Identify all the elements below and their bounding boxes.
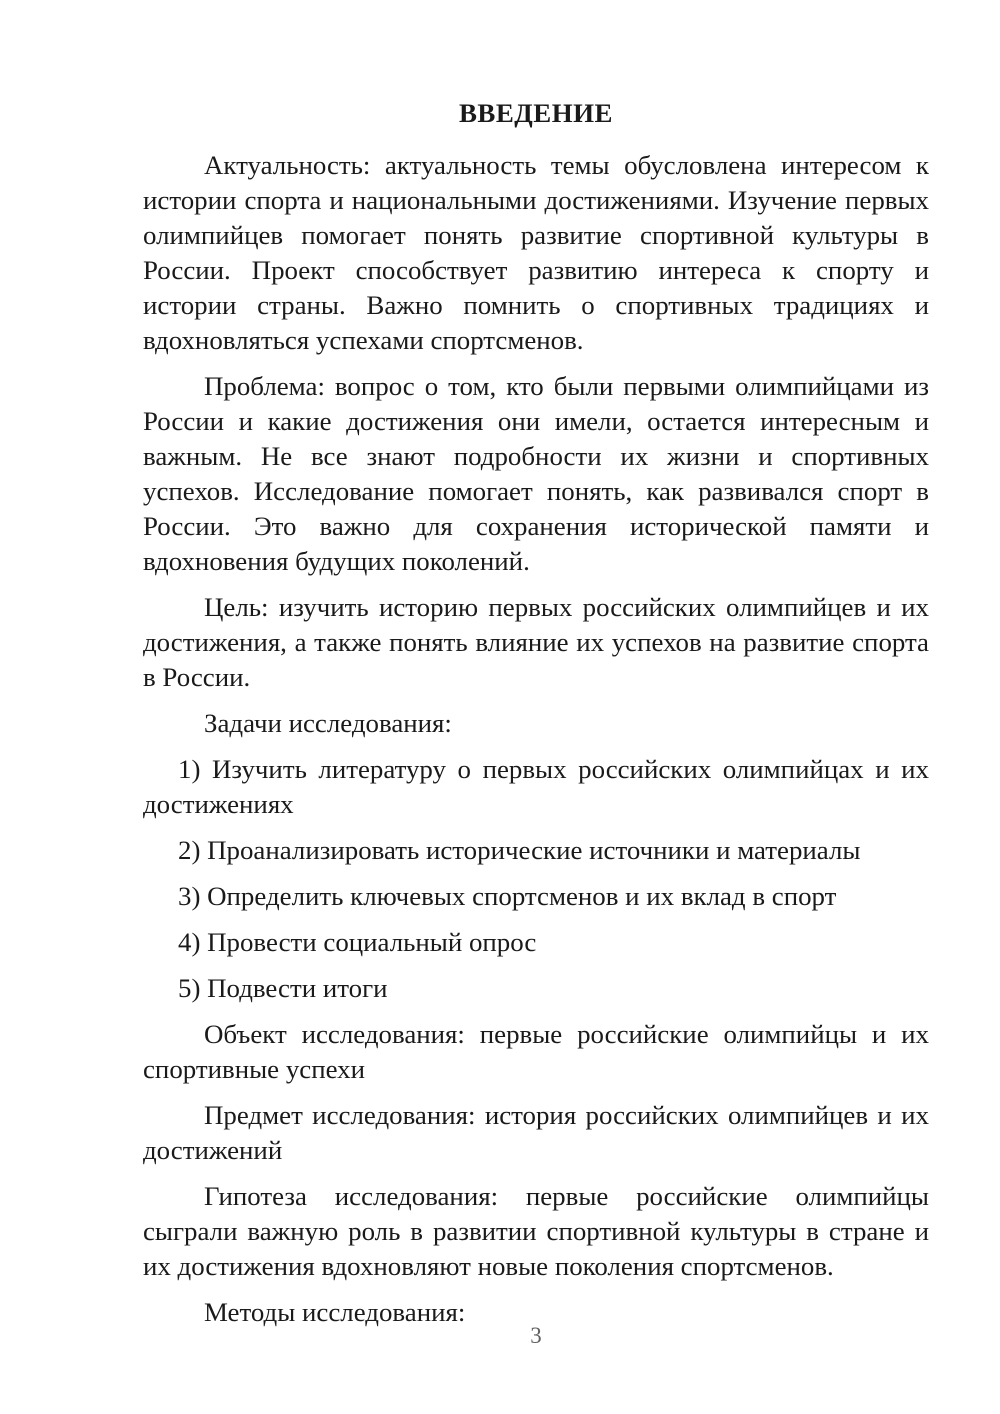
- section-title: ВВЕДЕНИЕ: [458, 98, 613, 128]
- tasks-heading: Задачи исследования:: [204, 708, 452, 738]
- hypothesis-paragraph: Гипотеза исследования: первые российские олимпийцы сыграли важную роль в развитии спортивной культуры в стране и их достижения вдохновляют новые поколения спортсменов.: [143, 1181, 929, 1281]
- paragraph-problem: Проблема: вопрос о том, кто были первыми олимпийцами из России и какие достижения они имели, остается интересным и важным. Не все знают подробности их жизни и спортивных успехов. Исследование помогает понять, как развивался спорт в России. Это важно для сохранения исторической памяти и вдохновения будущих поколений.: [143, 371, 929, 576]
- page-number: 3: [530, 1323, 542, 1348]
- task-item-5: 5) Подвести итоги: [178, 973, 388, 1003]
- research-subject-paragraph: Предмет исследования: история российских олимпийцев и их достижений: [143, 1100, 929, 1165]
- task-item-1: 1) Изучить литературу о первых российских олимпийцах и их достижениях: [143, 754, 929, 819]
- methods-heading: Методы исследования:: [204, 1297, 466, 1327]
- research-object-paragraph: Объект исследования: первые российские олимпийцы и их спортивные успехи: [143, 1019, 929, 1084]
- task-item-3: 3) Определить ключевых спортсменов и их вклад в спорт: [178, 881, 837, 911]
- paragraph-goal: Цель: изучить историю первых российских олимпийцев и их достижения, а также понять влияние их успехов на развитие спорта в России.: [143, 592, 929, 692]
- paragraph-relevance: Актуальность: актуальность темы обусловлена интересом к истории спорта и национальными достижениями. Изучение первых олимпийцев помогает понять развитие спортивной культуры в России. Проект способствует развитию интереса к спорту и истории страны. Важно помнить о спортивных традициях и вдохновляться успехами спортсменов.: [143, 150, 929, 355]
- task-item-2: 2) Проанализировать исторические источники и материалы: [178, 835, 861, 865]
- task-item-4: 4) Провести социальный опрос: [178, 927, 537, 957]
